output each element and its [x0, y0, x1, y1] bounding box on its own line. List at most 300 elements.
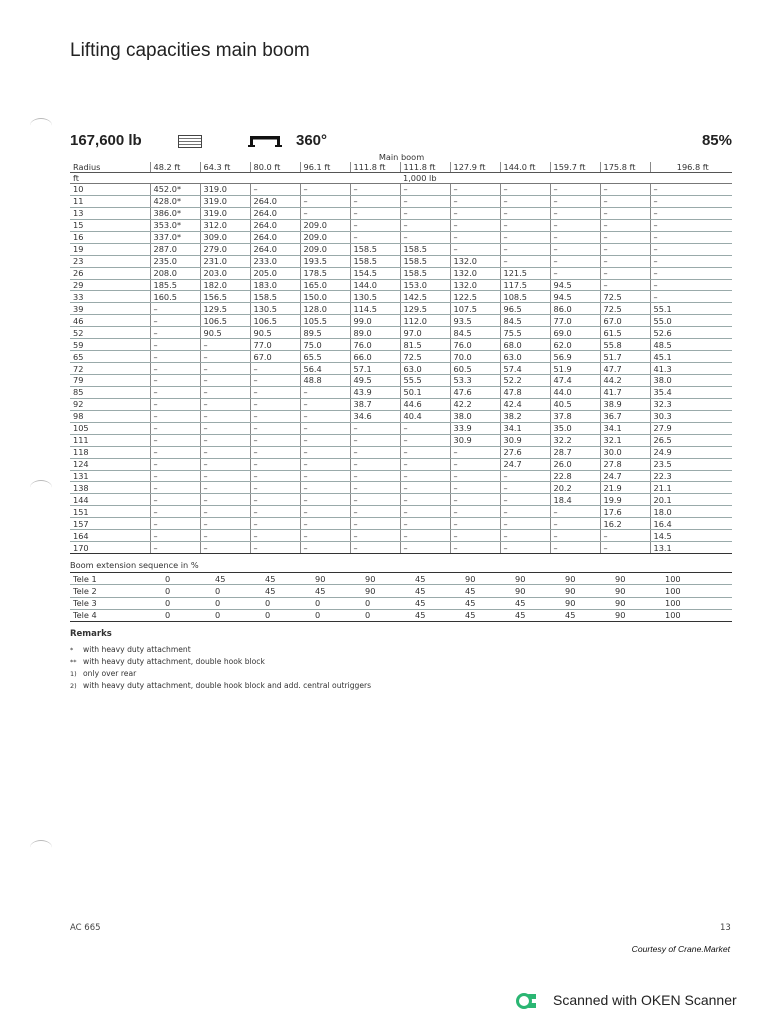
capacity-cell: 106.5 — [200, 315, 250, 327]
capacity-cell: – — [300, 518, 350, 530]
capacity-cell: 105.5 — [300, 315, 350, 327]
extension-cell: 100 — [662, 597, 732, 609]
extension-cell: 0 — [212, 609, 262, 621]
capacity-cell: 319.0 — [200, 184, 250, 196]
capacity-row — [70, 446, 732, 458]
capacity-cell: 38.9 — [600, 398, 650, 410]
extension-cell: 90 — [362, 585, 412, 597]
capacity-cell: – — [600, 243, 650, 255]
capacity-cell: 428.0* — [150, 195, 200, 207]
capacity-row — [70, 422, 732, 434]
capacity-cell: 62.0 — [550, 339, 600, 351]
capacity-cell: 77.0 — [550, 315, 600, 327]
capacity-cell: – — [400, 530, 450, 542]
radius-cell: 15 — [70, 219, 150, 231]
capacity-row — [70, 195, 732, 207]
radius-unit: ft — [70, 173, 150, 184]
capacity-cell: 35.4 — [650, 386, 732, 398]
capacity-cell: 158.5 — [400, 243, 450, 255]
capacity-cell: 57.1 — [350, 363, 400, 375]
extension-cell: 90 — [562, 585, 612, 597]
capacity-cell: – — [200, 363, 250, 375]
capacity-cell: – — [200, 542, 250, 554]
remark-text: with heavy duty attachment, double hook block — [83, 657, 265, 666]
tele-section-label: Tele 2 — [70, 585, 162, 597]
capacity-cell: – — [400, 482, 450, 494]
extension-cell: 0 — [162, 585, 212, 597]
capacity-cell: 38.2 — [500, 410, 550, 422]
capacity-cell: – — [450, 482, 500, 494]
radius-cell: 46 — [70, 315, 150, 327]
capacity-cell: – — [250, 386, 300, 398]
capacity-cell: – — [500, 231, 550, 243]
capacity-cell: – — [300, 195, 350, 207]
capacity-cell: 63.0 — [400, 363, 450, 375]
capacity-cell: 56.9 — [550, 351, 600, 363]
boom-length-header: 175.8 ft — [600, 162, 650, 173]
capacity-cell: – — [400, 542, 450, 554]
radius-cell: 11 — [70, 195, 150, 207]
capacity-cell: 129.5 — [400, 303, 450, 315]
capacity-cell: 60.5 — [450, 363, 500, 375]
extension-cell: 90 — [512, 573, 562, 585]
capacity-cell: – — [650, 267, 732, 279]
capacity-cell: – — [600, 530, 650, 542]
remark-mark: 1) — [70, 670, 77, 678]
capacity-cell: 203.0 — [200, 267, 250, 279]
capacity-cell: – — [550, 255, 600, 267]
capacity-cell: – — [550, 207, 600, 219]
extension-cell: 90 — [462, 573, 512, 585]
extension-cell: 0 — [212, 597, 262, 609]
capacity-cell: 27.8 — [600, 458, 650, 470]
radius-cell: 10 — [70, 184, 150, 196]
capacity-cell: 27.6 — [500, 446, 550, 458]
extension-cell: 45 — [262, 585, 312, 597]
extension-row — [70, 609, 732, 621]
radius-cell: 65 — [70, 351, 150, 363]
capacity-cell: 66.0 — [350, 351, 400, 363]
capacity-cell: 44.2 — [600, 375, 650, 387]
capacity-cell: – — [250, 422, 300, 434]
capacity-cell: 30.3 — [650, 410, 732, 422]
capacity-cell: 154.5 — [350, 267, 400, 279]
extension-cell: 0 — [162, 597, 212, 609]
radius-cell: 105 — [70, 422, 150, 434]
capacity-cell: – — [650, 207, 732, 219]
capacity-cell: – — [250, 470, 300, 482]
boom-length-header: 111.8 ft — [350, 162, 400, 173]
capacity-cell: – — [450, 518, 500, 530]
capacity-cell: – — [550, 243, 600, 255]
capacity-cell: 14.5 — [650, 530, 732, 542]
capacity-row — [70, 518, 732, 530]
capacity-cell: 99.0 — [350, 315, 400, 327]
extension-cell: 90 — [362, 573, 412, 585]
extension-cell: 90 — [612, 585, 662, 597]
capacity-cell: 45.1 — [650, 351, 732, 363]
capacity-cell: – — [550, 267, 600, 279]
capacity-cell: 84.5 — [500, 315, 550, 327]
capacity-cell: 47.8 — [500, 386, 550, 398]
extension-cell: 0 — [162, 573, 212, 585]
capacity-cell: 112.0 — [400, 315, 450, 327]
capacity-cell: 67.0 — [250, 351, 300, 363]
capacity-row — [70, 184, 732, 196]
capacity-cell: – — [500, 184, 550, 196]
capacity-cell: – — [400, 494, 450, 506]
capacity-cell: 264.0 — [250, 243, 300, 255]
extension-cell: 90 — [612, 597, 662, 609]
extension-cell: 0 — [362, 597, 412, 609]
capacity-cell: – — [400, 446, 450, 458]
counterweight-value: 167,600 lb — [70, 132, 142, 149]
capacity-cell: – — [450, 446, 500, 458]
extension-cell: 100 — [662, 573, 732, 585]
capacity-cell: – — [250, 446, 300, 458]
capacity-cell: 55.5 — [400, 375, 450, 387]
capacity-cell: – — [300, 207, 350, 219]
capacity-cell: 128.0 — [300, 303, 350, 315]
page-title: Lifting capacities main boom — [70, 40, 310, 61]
remark-mark: 2) — [70, 682, 77, 690]
capacity-cell: 37.8 — [550, 410, 600, 422]
capacity-cell: – — [600, 219, 650, 231]
capacity-cell: 108.5 — [500, 291, 550, 303]
capacity-cell: – — [400, 470, 450, 482]
capacity-cell: 49.5 — [350, 375, 400, 387]
capacity-cell: 183.0 — [250, 279, 300, 291]
capacity-cell: – — [200, 434, 250, 446]
capacity-cell: – — [550, 518, 600, 530]
tele-section-label: Tele 4 — [70, 609, 162, 621]
capacity-cell: 40.5 — [550, 398, 600, 410]
group-header-row — [70, 153, 732, 162]
capacity-cell: – — [300, 494, 350, 506]
capacity-row — [70, 410, 732, 422]
capacity-cell: 130.5 — [350, 291, 400, 303]
capacity-cell: – — [400, 219, 450, 231]
radius-cell: 85 — [70, 386, 150, 398]
extension-cell: 45 — [412, 573, 462, 585]
capacity-cell: 231.0 — [200, 255, 250, 267]
capacity-cell: 337.0* — [150, 231, 200, 243]
capacity-cell: – — [450, 530, 500, 542]
capacity-cell: 51.7 — [600, 351, 650, 363]
radius-cell: 118 — [70, 446, 150, 458]
capacity-cell: – — [650, 195, 732, 207]
capacity-cell: – — [600, 207, 650, 219]
capacity-cell: – — [400, 434, 450, 446]
capacity-cell: 38.0 — [650, 375, 732, 387]
capacity-cell: 93.5 — [450, 315, 500, 327]
capacity-table — [70, 153, 732, 554]
capacity-cell: 94.5 — [550, 291, 600, 303]
capacity-cell: – — [600, 195, 650, 207]
capacity-cell: 132.0 — [450, 267, 500, 279]
radius-label: Radius — [70, 162, 150, 173]
capacity-cell: – — [300, 410, 350, 422]
model-label: AC 665 — [70, 923, 101, 933]
capacity-cell: – — [450, 542, 500, 554]
capacity-cell: 89.0 — [350, 327, 400, 339]
capacity-cell: 158.5 — [250, 291, 300, 303]
capacity-cell: – — [500, 530, 550, 542]
capacity-cell: – — [400, 458, 450, 470]
capacity-cell: 32.2 — [550, 434, 600, 446]
capacity-cell: 353.0* — [150, 219, 200, 231]
remark-item — [70, 680, 371, 692]
capacity-cell: 72.5 — [600, 291, 650, 303]
extension-cell: 0 — [362, 609, 412, 621]
capacity-cell: – — [300, 458, 350, 470]
capacity-cell: 22.8 — [550, 470, 600, 482]
capacity-cell: 75.0 — [300, 339, 350, 351]
capacity-cell: – — [600, 255, 650, 267]
radius-cell: 72 — [70, 363, 150, 375]
unit-row — [70, 173, 732, 184]
capacity-cell: 233.0 — [250, 255, 300, 267]
radius-cell: 19 — [70, 243, 150, 255]
boom-length-header: 127.9 ft — [450, 162, 500, 173]
capacity-cell: 76.0 — [450, 339, 500, 351]
capacity-cell: – — [350, 434, 400, 446]
capacity-cell: 107.5 — [450, 303, 500, 315]
capacity-cell: 38.7 — [350, 398, 400, 410]
capacity-cell: – — [400, 207, 450, 219]
capacity-cell: 56.4 — [300, 363, 350, 375]
radius-cell: 33 — [70, 291, 150, 303]
capacity-cell: – — [150, 530, 200, 542]
remarks-section — [70, 629, 371, 692]
radius-cell: 23 — [70, 255, 150, 267]
boom-length-header: 111.8 ft — [400, 162, 450, 173]
capacity-cell: – — [500, 542, 550, 554]
capacity-cell: 34.1 — [600, 422, 650, 434]
capacity-row — [70, 398, 732, 410]
capacity-cell: – — [250, 518, 300, 530]
radius-cell: 29 — [70, 279, 150, 291]
capacity-cell: – — [250, 363, 300, 375]
capacity-cell: – — [300, 398, 350, 410]
punch-hole-mark — [30, 118, 52, 133]
capacity-cell: 48.8 — [300, 375, 350, 387]
punch-hole-mark — [30, 840, 52, 855]
extension-cell: 45 — [462, 609, 512, 621]
capacity-cell: 209.0 — [300, 219, 350, 231]
capacity-cell: 21.1 — [650, 482, 732, 494]
capacity-cell: 30.0 — [600, 446, 650, 458]
capacity-cell: 144.0 — [350, 279, 400, 291]
radius-cell: 98 — [70, 410, 150, 422]
capacity-cell: 17.6 — [600, 506, 650, 518]
capacity-cell: 264.0 — [250, 231, 300, 243]
remark-item — [70, 656, 371, 668]
extension-cell: 45 — [412, 609, 462, 621]
capacity-cell: – — [150, 339, 200, 351]
capacity-cell: – — [250, 482, 300, 494]
radius-cell: 131 — [70, 470, 150, 482]
capacity-cell: – — [350, 184, 400, 196]
capacity-cell: 34.1 — [500, 422, 550, 434]
capacity-cell: 158.5 — [400, 267, 450, 279]
extension-cell: 90 — [512, 585, 562, 597]
capacity-cell: – — [150, 470, 200, 482]
capacity-cell: 452.0* — [150, 184, 200, 196]
capacity-cell: 86.0 — [550, 303, 600, 315]
capacity-cell: – — [150, 398, 200, 410]
remark-text: only over rear — [83, 669, 137, 678]
capacity-cell: 13.1 — [650, 542, 732, 554]
capacity-cell: – — [200, 470, 250, 482]
capacity-cell: 30.9 — [450, 434, 500, 446]
capacity-cell: – — [600, 231, 650, 243]
capacity-cell: – — [300, 434, 350, 446]
capacity-cell: 122.5 — [450, 291, 500, 303]
capacity-cell: 32.3 — [650, 398, 732, 410]
capacity-cell: – — [650, 184, 732, 196]
capacity-cell: – — [350, 219, 400, 231]
capacity-cell: – — [250, 458, 300, 470]
remark-text: with heavy duty attachment — [83, 645, 191, 654]
capacity-row — [70, 458, 732, 470]
radius-cell: 26 — [70, 267, 150, 279]
radius-cell: 151 — [70, 506, 150, 518]
capacity-cell: – — [150, 458, 200, 470]
capacity-cell: – — [350, 482, 400, 494]
group-header: Main boom — [378, 152, 425, 162]
capacity-cell: 24.7 — [600, 470, 650, 482]
capacity-cell: – — [200, 339, 250, 351]
capacity-cell: 61.5 — [600, 327, 650, 339]
capacity-cell: – — [300, 386, 350, 398]
capacity-cell: – — [500, 255, 550, 267]
capacity-cell: – — [200, 351, 250, 363]
capacity-cell: 50.1 — [400, 386, 450, 398]
capacity-cell: – — [300, 482, 350, 494]
radius-cell: 164 — [70, 530, 150, 542]
capacity-cell: 130.5 — [250, 303, 300, 315]
capacity-cell: 23.5 — [650, 458, 732, 470]
remark-mark: ** — [70, 658, 77, 666]
capacity-cell: 319.0 — [200, 195, 250, 207]
capacity-cell: 47.7 — [600, 363, 650, 375]
configuration-row — [70, 131, 732, 153]
radius-cell: 170 — [70, 542, 150, 554]
capacity-cell: – — [250, 434, 300, 446]
capacity-cell: – — [150, 506, 200, 518]
capacity-cell: – — [250, 542, 300, 554]
radius-cell: 52 — [70, 327, 150, 339]
capacity-cell: 24.7 — [500, 458, 550, 470]
capacity-cell: – — [400, 518, 450, 530]
remark-text: with heavy duty attachment, double hook block and add. central outriggers — [83, 681, 372, 690]
capacity-cell: – — [350, 542, 400, 554]
capacity-cell: – — [500, 494, 550, 506]
capacity-cell: 20.2 — [550, 482, 600, 494]
capacity-cell: – — [450, 243, 500, 255]
extension-cell: 0 — [212, 585, 262, 597]
capacity-cell: – — [650, 291, 732, 303]
capacity-cell: – — [650, 255, 732, 267]
capacity-cell: – — [150, 482, 200, 494]
capacity-cell: – — [200, 482, 250, 494]
capacity-row — [70, 363, 732, 375]
capacity-cell: 51.9 — [550, 363, 600, 375]
radius-cell: 111 — [70, 434, 150, 446]
capacity-cell: – — [150, 542, 200, 554]
capacity-cell: – — [300, 530, 350, 542]
capacity-cell: – — [650, 231, 732, 243]
capacity-cell: – — [550, 195, 600, 207]
capacity-cell: 94.5 — [550, 279, 600, 291]
capacity-cell: – — [250, 184, 300, 196]
capacity-cell: – — [500, 518, 550, 530]
capacity-row — [70, 506, 732, 518]
capacity-cell: 84.5 — [450, 327, 500, 339]
extension-row — [70, 585, 732, 597]
capacity-cell: – — [250, 530, 300, 542]
capacity-cell: 150.0 — [300, 291, 350, 303]
capacity-cell: – — [150, 363, 200, 375]
outrigger-base-percent: 85% — [701, 132, 732, 149]
extension-cell: 45 — [562, 609, 612, 621]
tele-section-label: Tele 1 — [70, 573, 162, 585]
capacity-cell: 205.0 — [250, 267, 300, 279]
extension-cell: 100 — [662, 585, 732, 597]
capacity-cell: – — [250, 398, 300, 410]
capacity-cell: – — [200, 422, 250, 434]
capacity-cell: – — [250, 494, 300, 506]
extension-cell: 45 — [412, 597, 462, 609]
capacity-cell: 235.0 — [150, 255, 200, 267]
radius-cell: 13 — [70, 207, 150, 219]
boom-length-header: 80.0 ft — [250, 162, 300, 173]
capacity-row — [70, 530, 732, 542]
capacity-cell: 53.3 — [450, 375, 500, 387]
capacity-cell: 77.0 — [250, 339, 300, 351]
capacity-cell: – — [450, 207, 500, 219]
capacity-cell: – — [200, 458, 250, 470]
capacity-cell: – — [200, 375, 250, 387]
capacity-cell: – — [500, 207, 550, 219]
extension-cell: 45 — [462, 585, 512, 597]
capacity-cell: 158.5 — [350, 255, 400, 267]
capacity-cell: 38.0 — [450, 410, 500, 422]
remark-item — [70, 668, 371, 680]
radius-cell: 92 — [70, 398, 150, 410]
capacity-cell: – — [450, 195, 500, 207]
page-number: 13 — [720, 923, 731, 933]
capacity-cell: 81.5 — [400, 339, 450, 351]
capacity-cell: – — [150, 422, 200, 434]
capacity-cell: 193.5 — [300, 255, 350, 267]
extension-row — [70, 573, 732, 585]
capacity-cell: – — [150, 494, 200, 506]
capacity-cell: 319.0 — [200, 207, 250, 219]
capacity-cell: 121.5 — [500, 267, 550, 279]
capacity-cell: 34.6 — [350, 410, 400, 422]
capacity-cell: 44.0 — [550, 386, 600, 398]
capacity-cell: – — [400, 422, 450, 434]
oken-scanner-logo-icon — [516, 991, 538, 1011]
capacity-cell: – — [450, 231, 500, 243]
scanner-label: Scanned with OKEN Scanner — [553, 992, 737, 1008]
capacity-row — [70, 243, 732, 255]
capacity-cell: 142.5 — [400, 291, 450, 303]
radius-cell: 79 — [70, 375, 150, 387]
capacity-cell: – — [400, 231, 450, 243]
